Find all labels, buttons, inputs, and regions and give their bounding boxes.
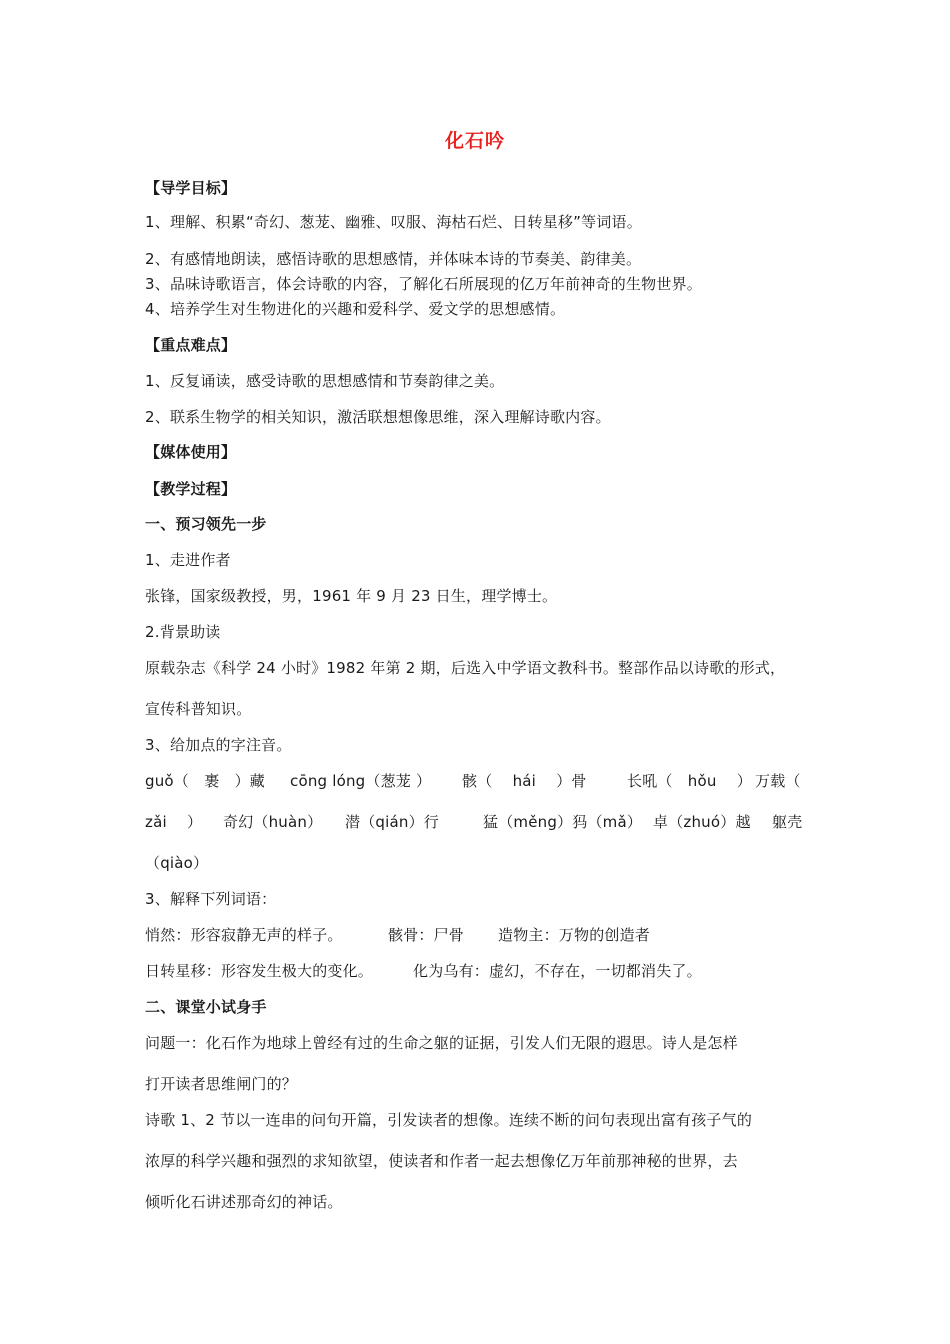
part1-heading: 一、预习领先一步 [145,515,267,533]
answer-text: 倾听化石讲述那奇幻的神话。 [145,1193,343,1211]
key-item: 2、联系生物学的相关知识，激活联想想像思维，深入理解诗歌内容。 [145,408,611,426]
author-heading: 1、走进作者 [145,551,231,569]
explain-item: 日转星移：形容发生极大的变化。 [145,962,374,980]
pinyin-row: （qiào） [145,854,209,872]
pinyin-item: 骸（ hái ）骨 [462,772,587,790]
explain-item: 悄然：形容寂静无声的样子。 [145,926,343,944]
explain-heading: 3、解释下列词语： [145,890,277,908]
pinyin-item: zǎi ） [145,813,203,831]
pinyin-item: 卓（zhuó）越 [653,813,751,831]
pinyin-item: 万载（ [755,772,801,790]
pinyin-row [145,813,815,831]
pinyin-item: guǒ（ 裹 ）藏 [145,772,266,790]
background-text: 原载杂志《科学 24 小时》1982 年第 2 期，后选入中学语文教科书。整部作品以诗歌的形式， [145,659,786,677]
pinyin-item: cōng lóng（葱茏 ） [290,772,432,790]
pinyin-item: 潜（qián）行 [345,813,439,831]
goal-item: 4、培养学生对生物进化的兴趣和爱科学、爱文学的思想感情。 [145,300,566,318]
answer-text: 浓厚的科学兴趣和强烈的求知欲望，使读者和作者一起去想像亿万年前那神秘的世界，去 [145,1152,738,1170]
media-heading: 【媒体使用】 [145,443,237,461]
key-item: 1、反复诵读，感受诗歌的思想感情和节奏韵律之美。 [145,372,505,390]
background-heading: 2.背景助读 [145,623,221,641]
pinyin-item: 奇幻（huàn） [223,813,323,831]
key-heading: 【重点难点】 [145,336,237,354]
pinyin-item: 猛（měng）犸（mǎ） [483,813,643,831]
goal-item: 2、有感情地朗读，感悟诗歌的思想感情，并体味本诗的节奏美、韵律美。 [145,250,642,268]
answer-text: 诗歌 1、2 节以一连串的问句开篇，引发读者的想像。连续不断的问句表现出富有孩子气的 [145,1111,753,1129]
pinyin-item: 长吼（ hǒu ） [627,772,752,790]
part2-heading: 二、课堂小试身手 [145,998,267,1016]
goal-item: 3、品味诗歌语言，体会诗歌的内容，了解化石所展现的亿万年前神奇的生物世界。 [145,275,702,293]
question-text: 问题一：化石作为地球上曾经有过的生命之躯的证据，引发人们无限的遐思。诗人是怎样 [145,1034,738,1052]
explain-item: 造物主：万物的创造者 [498,926,651,944]
explain-row [145,926,815,944]
explain-item: 化为乌有：虚幻，不存在，一切都消失了。 [413,962,702,980]
question-text: 打开读者思维闸门的？ [145,1075,298,1093]
author-text: 张锋，国家级教授，男，1961 年 9 月 23 日生，理学博士。 [145,587,558,605]
process-heading: 【教学过程】 [145,480,237,498]
document-title: 化石吟 [444,130,505,152]
pinyin-item: 躯壳 [772,813,803,831]
goal-item: 1、理解、积累“奇幻、葱茏、幽雅、叹服、海枯石烂、日转星移”等词语。 [145,213,642,231]
pinyin-row [145,772,815,790]
background-text: 宣传科普知识。 [145,700,252,718]
goals-heading: 【导学目标】 [145,179,237,197]
explain-row [145,962,815,980]
pinyin-heading: 3、给加点的字注音。 [145,736,292,754]
explain-item: 骸骨：尸骨 [388,926,465,944]
